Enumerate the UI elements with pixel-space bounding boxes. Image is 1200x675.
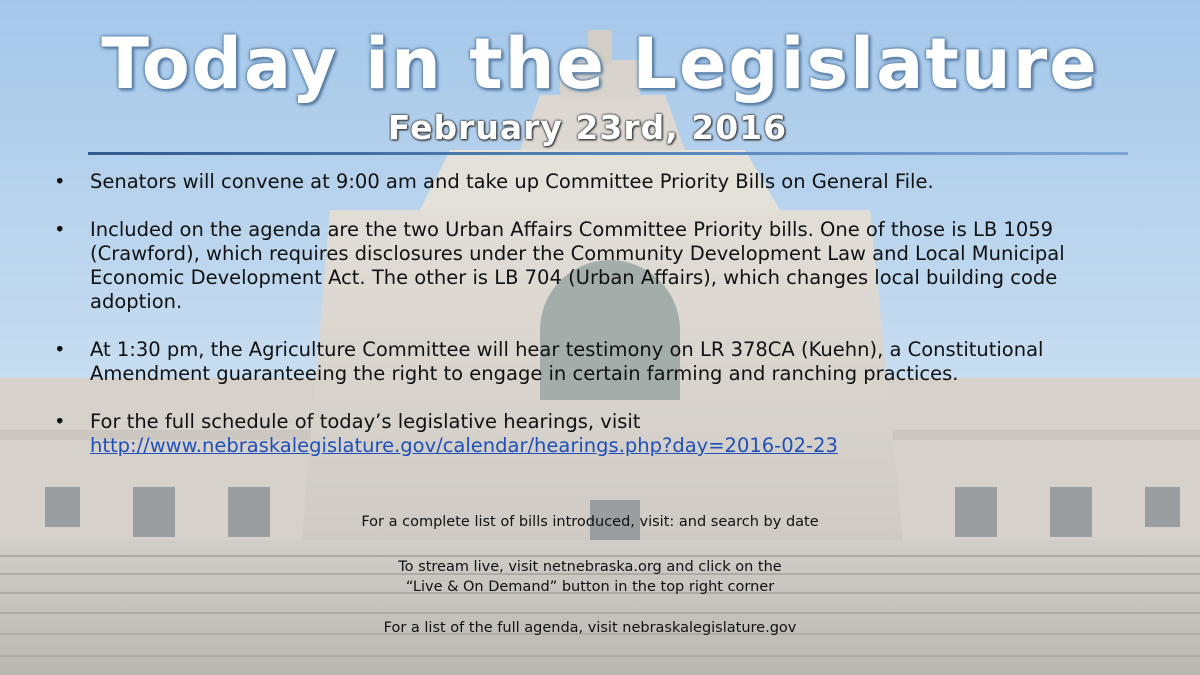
bullet-icon: • (54, 410, 66, 433)
bullet-icon: • (54, 338, 66, 361)
title-divider (88, 152, 1128, 155)
stream-note-line-1: To stream live, visit netnebraska.org and click on the (398, 559, 782, 575)
list-item (52, 410, 1112, 458)
bullet-text: For the full schedule of today’s legislative hearings, visit (90, 410, 641, 433)
bullet-text: Included on the agenda are the two Urban Affairs Committee Priority bills. One of those is LB 1059 (Crawford), which requires disclosures under the Community Development Law and Local Municipal Economic Development Act. The other is LB 704 (Urban Affairs), which changes local building code adoption. (90, 218, 1065, 313)
list-item (52, 170, 1112, 194)
agenda-list (52, 170, 1112, 482)
page-title: Today in the Legislature (101, 23, 1099, 105)
bullet-icon: • (54, 218, 66, 241)
stream-note-line-2: “Live & On Demand” button in the top right corner (405, 579, 775, 595)
list-item (52, 218, 1112, 314)
bullet-text: At 1:30 pm, the Agriculture Committee will hear testimony on LR 378CA (Kuehn), a Constitutional Amendment guaranteeing the right to engage in certain farming and ranching practices. (90, 338, 1044, 385)
stream-note (0, 557, 1180, 597)
bullet-icon: • (54, 170, 66, 193)
list-item (52, 338, 1112, 386)
hearings-schedule-link[interactable]: http://www.nebraskalegislature.gov/calendar/hearings.php?day=2016-02-23 (90, 434, 838, 457)
bullet-text: Senators will convene at 9:00 am and take up Committee Priority Bills on General File. (90, 170, 934, 193)
agenda-note: For a list of the full agenda, visit nebraskalegislature.gov (383, 620, 797, 636)
date-subtitle: February 23rd, 2016 (387, 108, 788, 147)
bills-note: For a complete list of bills introduced, visit: and search by date (361, 514, 819, 530)
